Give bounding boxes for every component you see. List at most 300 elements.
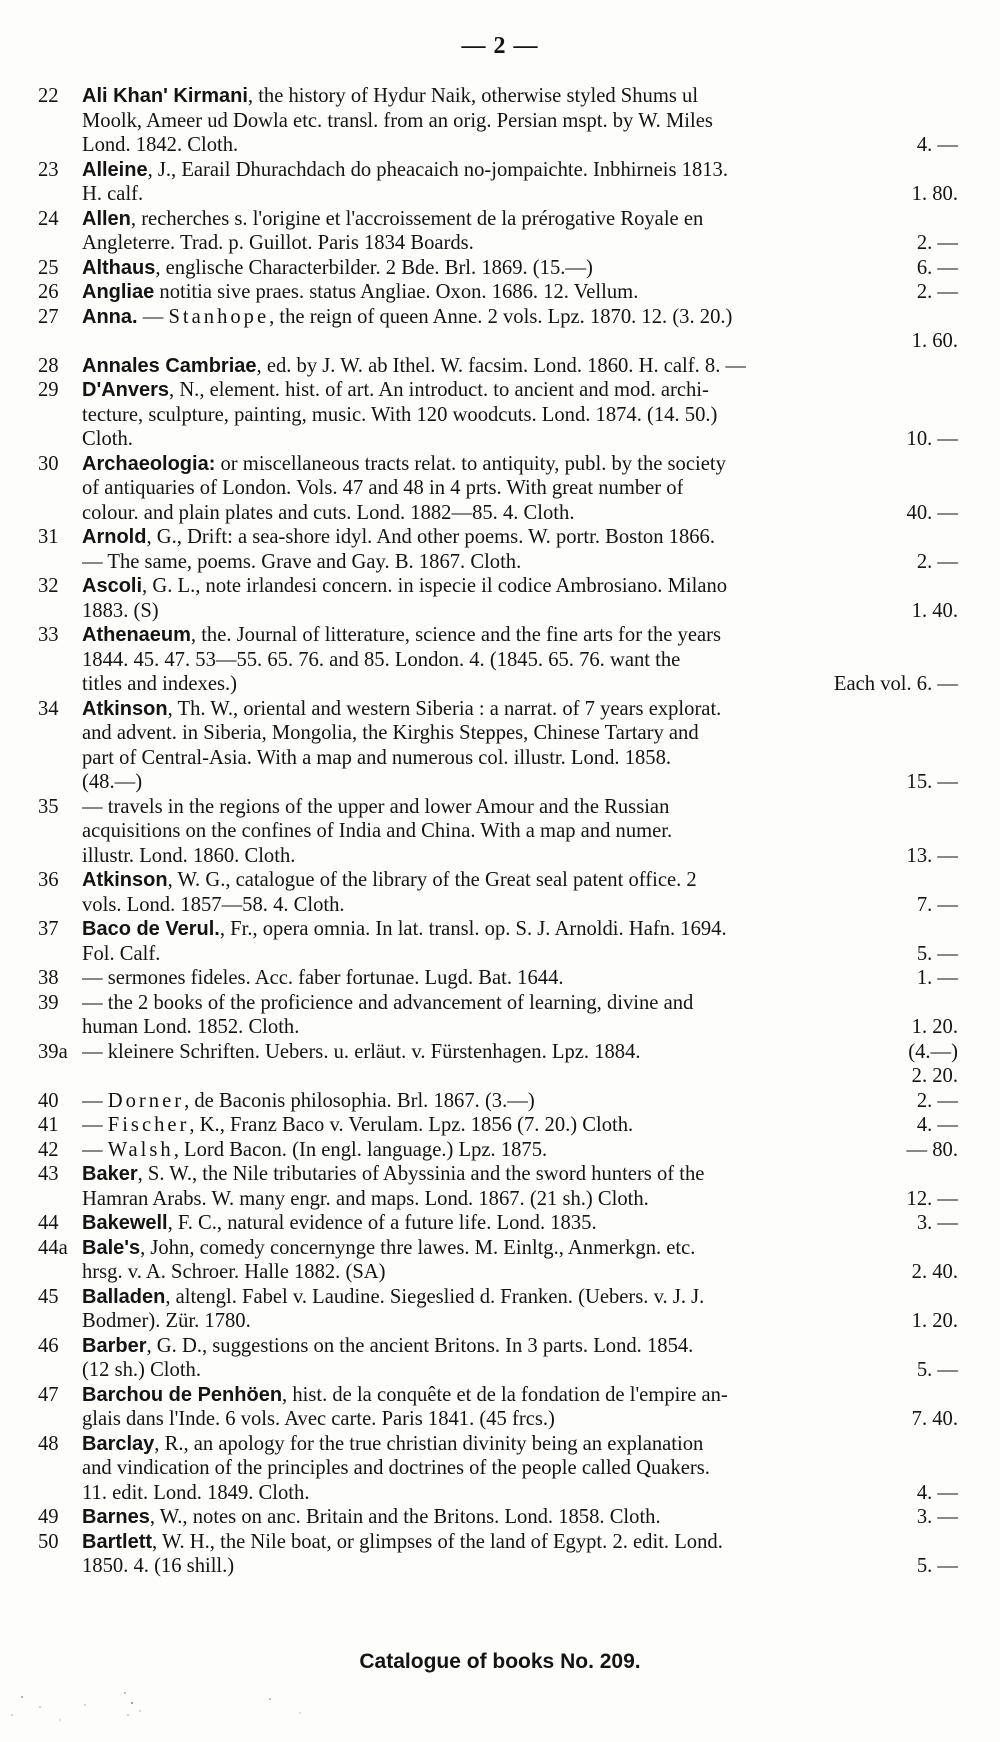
entry-text-segment: , englische Characterbilder. 2 Bde. Brl. 1869. (15.—)	[155, 256, 593, 279]
entry-keyword: Barchou de Penhöen	[82, 1383, 283, 1406]
entry-author-spaced: Fischer	[107, 1114, 190, 1136]
entry-number: 33	[38, 624, 59, 646]
entry-text	[82, 133, 238, 158]
entry-line	[82, 770, 958, 795]
scan-specks-decoration	[0, 1685, 320, 1735]
entry-keyword: Barber	[82, 1334, 147, 1357]
entry-text	[82, 452, 726, 477]
entry-line	[82, 1138, 958, 1163]
entry-price: (4.—)	[908, 1040, 958, 1063]
entry-keyword: Ascoli	[82, 575, 143, 597]
entry-line	[82, 182, 958, 207]
entry-text-segment: , ed. by J. W. ab Ithel. W. facsim. Lond. 1860. H. calf. 8. —	[256, 354, 747, 377]
entry-text-segment: part of Central-Asia. With a map and numerous col. illustr. Lond. 1858.	[82, 746, 672, 769]
entry-price: 1. 80.	[911, 183, 958, 205]
entry-text-segment: titles and indexes.)	[82, 673, 237, 695]
entry-line	[82, 1456, 958, 1481]
entry-text	[82, 599, 159, 624]
entry-text-segment: 11. edit. Lond. 1849. Cloth.	[82, 1481, 310, 1504]
entry-price: 4. —	[916, 134, 958, 156]
entry-line	[82, 819, 958, 844]
entry-line	[82, 1187, 958, 1212]
entry-line	[82, 1089, 958, 1114]
catalogue-entry	[38, 966, 958, 991]
entry-price: 2. 20.	[911, 1065, 958, 1087]
entry-text	[82, 1334, 693, 1359]
catalogue-entry	[38, 1383, 958, 1432]
entry-line	[82, 256, 958, 281]
catalogue-entry	[38, 917, 958, 966]
entry-line	[82, 1358, 958, 1383]
entry-text-segment: glais dans l'Inde. 6 vols. Avec carte. Paris 1841. (45 frcs.)	[82, 1408, 555, 1430]
entry-text-segment: — sermones fideles. Acc. faber fortunae. Lugd. Bat. 1644.	[82, 967, 564, 989]
entry-line	[82, 403, 958, 428]
entry-line	[82, 942, 958, 967]
entry-text-segment: — the 2 books of the proficience and advancement of learning, divine and	[82, 991, 694, 1014]
entry-text	[82, 1554, 234, 1579]
entry-text-segment: , John, comedy concernynge thre lawes. M. Einltg., Anmerkgn. etc.	[140, 1236, 696, 1259]
entry-line	[82, 1481, 958, 1506]
entry-keyword: D'Anvers	[82, 379, 170, 401]
catalogue-entry	[38, 991, 958, 1040]
catalogue-entry	[38, 1285, 958, 1334]
entry-text-segment: tecture, sculpture, painting, music. With 120 woodcuts. Lond. 1874. (14. 50.)	[82, 403, 718, 426]
entry-text-segment: , W. G., catalogue of the library of the Great seal patent office. 2	[167, 869, 697, 891]
entry-text-segment: , S. W., the Nile tributaries of Abyssinia and the sword hunters of the	[137, 1163, 705, 1185]
entry-text	[82, 942, 160, 967]
entry-line	[82, 378, 958, 403]
entry-price: 2. —	[916, 281, 958, 303]
entry-line	[82, 795, 958, 820]
entry-text	[82, 697, 721, 722]
catalogue-entry	[38, 1505, 958, 1530]
entry-text	[82, 672, 237, 697]
catalogue-entry	[38, 305, 958, 354]
entry-number: 26	[38, 281, 59, 303]
entry-number: 47	[38, 1383, 59, 1406]
entry-text	[82, 1530, 723, 1555]
entry-line	[82, 329, 958, 354]
catalogue-entry	[38, 868, 958, 917]
entry-text	[82, 917, 727, 942]
entry-text	[82, 427, 133, 452]
entry-text	[82, 354, 746, 379]
entry-text-segment: , Fr., opera omnia. In lat. transl. op. S. J. Arnoldi. Hafn. 1694.	[219, 918, 727, 940]
entry-number: 32	[38, 575, 59, 597]
entry-price: 5. —	[916, 1555, 958, 1577]
entry-line	[82, 1015, 958, 1040]
entry-price: 10. —	[906, 428, 958, 450]
entry-text-segment: Bodmer). Zür. 1780.	[82, 1310, 251, 1332]
entry-text	[82, 280, 638, 305]
entry-text	[82, 1187, 649, 1212]
entry-price: 7. —	[916, 893, 958, 916]
entry-text	[82, 158, 728, 183]
entry-text-segment: , the history of Hydur Naik, otherwise styled Shums ul	[247, 85, 699, 107]
entry-text-segment: , hist. de la conquête et de la fondation de l'empire an-	[282, 1383, 728, 1406]
entry-line	[82, 868, 958, 893]
catalogue-entry	[38, 1089, 958, 1114]
entry-text-segment: —	[82, 1114, 108, 1136]
entry-line	[82, 672, 958, 697]
entry-line	[82, 1236, 958, 1261]
entry-text-segment: , the. Journal of litterature, science and the fine arts for the years	[190, 624, 721, 646]
entry-text	[82, 574, 727, 599]
entry-price: Each vol. 6. —	[833, 673, 958, 695]
catalogue-entry	[38, 697, 958, 795]
entry-number: 22	[38, 85, 59, 107]
entry-text-segment: , F. C., natural evidence of a future life. Lond. 1835.	[167, 1212, 597, 1234]
entry-keyword: Anna.	[82, 305, 138, 328]
entry-text	[82, 403, 717, 428]
entry-line	[82, 966, 958, 991]
entry-price: 2. —	[916, 550, 958, 573]
entry-price: 12. —	[906, 1187, 958, 1210]
entry-text-segment: human Lond. 1852. Cloth.	[82, 1016, 300, 1038]
entry-text-segment: , J., Earail Dhurachdach do pheacaich no-jompaichte. Inbhirneis 1813.	[147, 158, 729, 181]
entry-text-segment: hrsg. v. A. Schroer. Halle 1882. (SA)	[82, 1261, 386, 1283]
entry-text	[82, 109, 713, 134]
entry-keyword: Annales Cambriae	[82, 354, 257, 377]
entry-text	[82, 1505, 661, 1530]
entry-text	[82, 1113, 633, 1138]
entry-line	[82, 844, 958, 869]
entry-keyword: Althaus	[82, 256, 156, 279]
entry-number: 46	[38, 1334, 59, 1357]
catalogue-entry	[38, 1138, 958, 1163]
entry-price: 13. —	[906, 844, 958, 867]
entry-text	[82, 1040, 641, 1065]
entry-text	[82, 182, 143, 207]
entry-price: 1. 20.	[911, 1016, 958, 1038]
entry-price: — 80.	[906, 1138, 958, 1161]
entry-text-segment: , Th. W., oriental and western Siberia : a narrat. of 7 years explorat.	[167, 697, 722, 720]
entry-keyword: Allen	[82, 207, 131, 230]
entry-line	[82, 574, 958, 599]
entry-line	[82, 280, 958, 305]
catalogue-entry	[38, 623, 958, 697]
catalogue-entry	[38, 525, 958, 574]
entry-text-segment: colour. and plain plates and cuts. Lond. 1882—85. 4. Cloth.	[82, 501, 575, 524]
entry-price: 15. —	[906, 771, 958, 793]
entry-text-segment: or miscellaneous tracts relat. to antiquity, publ. by the society	[215, 452, 726, 475]
entry-text-segment: , W. H., the Nile boat, or glimpses of the land of Egypt. 2. edit. Lond.	[152, 1530, 723, 1553]
catalogue-entry	[38, 1236, 958, 1285]
entry-line	[82, 1383, 958, 1408]
entry-keyword: Arnold	[82, 526, 147, 548]
entry-line	[82, 84, 958, 109]
entry-line	[82, 917, 958, 942]
entry-text-segment: —	[137, 305, 169, 328]
catalogue-entry	[38, 1530, 958, 1579]
entry-text-segment: Hamran Arabs. W. many engr. and maps. Lond. 1867. (21 sh.) Cloth.	[82, 1187, 649, 1210]
entry-price: 3. —	[916, 1212, 958, 1234]
entry-line	[82, 1432, 958, 1457]
entry-author-spaced: Dorner	[107, 1089, 185, 1112]
entry-text	[82, 207, 703, 232]
entry-keyword: Atkinson	[82, 869, 168, 891]
entry-text-segment: Moolk, Ameer ud Dowla etc. transl. from an orig. Persian mspt. by W. Miles	[82, 109, 713, 132]
catalogue-entry	[38, 354, 958, 379]
entry-number: 50	[38, 1530, 59, 1553]
catalogue-entry	[38, 378, 958, 452]
entry-text	[82, 819, 672, 844]
catalogue-entry	[38, 256, 958, 281]
entry-text	[82, 746, 671, 771]
catalogue-entry	[38, 1432, 958, 1506]
entry-number: 30	[38, 452, 59, 475]
entry-text	[82, 501, 574, 526]
entry-author-spaced: Walsh	[107, 1138, 174, 1161]
entry-line	[82, 1505, 958, 1530]
entry-text-segment: (12 sh.) Cloth.	[82, 1359, 201, 1381]
entry-text	[82, 1211, 597, 1236]
entry-text	[82, 991, 693, 1016]
entry-text	[82, 623, 721, 648]
entry-text-segment: , K., Franz Baco v. Verulam. Lpz. 1856 (7. 20.) Cloth.	[189, 1114, 634, 1136]
entry-text-segment: — travels in the regions of the upper and lower Amour and the Russian	[82, 795, 670, 818]
entry-text	[82, 1089, 535, 1114]
entry-text-segment: vols. Lond. 1857—58. 4. Cloth.	[82, 893, 345, 916]
entry-keyword: Balladen	[82, 1285, 166, 1308]
entry-line	[82, 1113, 958, 1138]
entry-text-segment: H. calf.	[82, 183, 144, 205]
entry-line	[82, 207, 958, 232]
entry-text-segment: 1883. (S)	[82, 599, 159, 622]
entry-line	[82, 231, 958, 256]
entry-text-segment: Lond. 1842. Cloth.	[82, 134, 239, 156]
entry-price: 1. 60.	[911, 330, 958, 352]
entry-price: 4. —	[916, 1114, 958, 1136]
entry-price: 1. 40.	[911, 599, 958, 622]
entry-text-segment: , de Baconis philosophia. Brl. 1867. (3.—)	[184, 1089, 535, 1112]
catalogue-entry	[38, 158, 958, 207]
entry-text-segment: and advent. in Siberia, Mongolia, the Kirghis Steppes, Chinese Tartary and	[82, 722, 699, 744]
entry-text-segment: , the reign of queen Anne. 2 vols. Lpz. 1870. 12. (3. 20.)	[269, 305, 733, 328]
entry-keyword: Barclay	[82, 1432, 155, 1455]
entry-line	[82, 158, 958, 183]
entry-text	[82, 1309, 251, 1334]
entry-text	[82, 868, 697, 893]
entry-text	[82, 893, 345, 918]
entry-line	[82, 1407, 958, 1432]
entry-text-segment: notitia sive praes. status Angliae. Oxon. 1686. 12. Vellum.	[154, 281, 639, 303]
entry-text-segment: —	[82, 1138, 108, 1161]
catalogue-entry	[38, 574, 958, 623]
entry-keyword: Bakewell	[82, 1212, 168, 1234]
entry-text-segment: —	[82, 1089, 108, 1112]
entry-line	[82, 648, 958, 673]
entry-number: 36	[38, 869, 59, 891]
entry-line	[82, 550, 958, 575]
entry-list	[38, 84, 958, 1579]
entry-keyword: Ali Khan' Kirmani	[82, 85, 248, 107]
entry-number: 31	[38, 526, 59, 548]
catalogue-entry	[38, 1211, 958, 1236]
entry-text	[82, 966, 564, 991]
entry-text-segment: (48.—)	[82, 771, 143, 793]
entry-text-segment: , G., Drift: a sea-shore idyl. And other poems. W. portr. Boston 1866.	[146, 526, 715, 548]
entry-line	[82, 1260, 958, 1285]
catalogue-entry	[38, 452, 958, 526]
catalogue-entry	[38, 1162, 958, 1211]
entry-author-spaced: Stanhope	[168, 305, 270, 328]
entry-text	[82, 1015, 299, 1040]
entry-number: 28	[38, 354, 59, 377]
entry-line	[82, 893, 958, 918]
catalogue-entry	[38, 1334, 958, 1383]
catalogue-entry	[38, 207, 958, 256]
entry-price: 7. 40.	[911, 1408, 958, 1430]
entry-price: 1. 20.	[911, 1310, 958, 1332]
entry-text-segment: , G. D., suggestions on the ancient Britons. In 3 parts. Lond. 1854.	[146, 1334, 694, 1357]
entry-text	[82, 1138, 547, 1163]
entry-text	[82, 1407, 555, 1432]
entry-text	[82, 256, 593, 281]
entry-number: 39a	[38, 1040, 68, 1063]
catalogue-entry	[38, 84, 958, 158]
entry-number: 41	[38, 1114, 59, 1136]
entry-line	[82, 697, 958, 722]
entry-line	[82, 1040, 958, 1065]
entry-line	[82, 1334, 958, 1359]
entry-line	[82, 599, 958, 624]
entry-line	[82, 452, 958, 477]
entry-number: 44a	[38, 1236, 68, 1259]
entry-line	[82, 1211, 958, 1236]
entry-number: 39	[38, 991, 59, 1014]
entry-keyword: Bartlett	[82, 1530, 153, 1553]
entry-text-segment: , altengl. Fabel v. Laudine. Siegeslied d. Franken. (Uebers. v. J. J.	[165, 1285, 705, 1308]
entry-number: 38	[38, 967, 59, 989]
entry-keyword: Baker	[82, 1163, 138, 1185]
entry-line	[82, 501, 958, 526]
entry-text	[82, 1358, 201, 1383]
entry-text	[82, 1456, 710, 1481]
entry-number: 45	[38, 1285, 59, 1308]
entry-text-segment: acquisitions on the confines of India and China. With a map and numer.	[82, 820, 673, 842]
entry-number: 42	[38, 1138, 59, 1161]
entry-price: 2. —	[916, 232, 958, 254]
entry-text-segment: Fol. Calf.	[82, 942, 161, 965]
entry-text-segment: Angleterre. Trad. p. Guillot. Paris 1834 Boards.	[82, 232, 474, 254]
entry-number: 24	[38, 207, 59, 230]
catalogue-entry	[38, 1040, 958, 1089]
entry-keyword: Angliae	[82, 281, 155, 303]
entry-text	[82, 1285, 704, 1310]
entry-text-segment: and vindication of the principles and doctrines of the people called Quakers.	[82, 1457, 710, 1479]
entry-text-segment: — kleinere Schriften. Uebers. u. erläut. v. Fürstenhagen. Lpz. 1884.	[82, 1040, 641, 1063]
entry-number: 29	[38, 379, 59, 401]
entry-price: 5. —	[916, 1359, 958, 1381]
entry-text	[82, 1260, 386, 1285]
entry-text	[82, 1383, 728, 1408]
entry-line	[82, 305, 958, 330]
entry-number: 34	[38, 697, 59, 720]
entry-text	[82, 550, 521, 575]
entry-number: 35	[38, 795, 59, 818]
entry-price: 40. —	[906, 501, 958, 524]
catalogue-footer: Catalogue of books No. 209.	[359, 1650, 641, 1673]
entry-number: 40	[38, 1089, 59, 1112]
entry-text	[82, 231, 474, 256]
entry-text-segment: , recherches s. l'origine et l'accroissement de la prérogative Royale en	[130, 207, 704, 230]
entry-price: 6. —	[916, 256, 958, 279]
entry-price: 3. —	[916, 1506, 958, 1528]
entry-text-segment: , W., notes on anc. Britain and the Britons. Lond. 1858. Cloth.	[149, 1506, 661, 1528]
entry-text-segment: 1850. 4. (16 shill.)	[82, 1555, 235, 1577]
entry-number: 25	[38, 256, 59, 279]
catalogue-entry	[38, 280, 958, 305]
entry-number: 43	[38, 1163, 59, 1185]
entry-keyword: Archaeologia:	[82, 452, 216, 475]
entry-text-segment: 1844. 45. 47. 53—55. 65. 76. and 85. London. 4. (1845. 65. 76. want the	[82, 648, 681, 671]
entry-text	[82, 844, 295, 869]
entry-text-segment: Cloth.	[82, 428, 133, 450]
entry-price: 2. —	[916, 1089, 958, 1112]
entry-price: 4. —	[916, 1481, 958, 1504]
entry-line	[82, 746, 958, 771]
entry-text	[82, 525, 715, 550]
entry-text	[82, 795, 669, 820]
entry-line	[82, 525, 958, 550]
entry-number: 23	[38, 158, 59, 181]
entry-line	[82, 1530, 958, 1555]
entry-text	[82, 770, 142, 795]
entry-text	[82, 305, 732, 330]
entry-price: 1. —	[916, 967, 958, 989]
entry-price: 2. 40.	[911, 1261, 958, 1283]
entry-text	[82, 1432, 703, 1457]
entry-line	[82, 109, 958, 134]
entry-text-segment: illustr. Lond. 1860. Cloth.	[82, 844, 296, 867]
entry-text-segment: — The same, poems. Grave and Gay. B. 1867. Cloth.	[82, 550, 522, 573]
entry-text	[82, 721, 699, 746]
entry-text-segment: of antiquaries of London. Vols. 47 and 48 in 4 prts. With great number of	[82, 477, 684, 499]
entry-keyword: Alleine	[82, 158, 148, 181]
catalogue-entry	[38, 1113, 958, 1138]
entry-text	[82, 378, 709, 403]
page-number: — 2 —	[461, 33, 539, 59]
entry-line	[82, 1285, 958, 1310]
entry-line	[82, 133, 958, 158]
entry-keyword: Athenaeum	[82, 624, 191, 646]
entry-text-segment: , G. L., note irlandesi concern. in ispecie il codice Ambrosiano. Milano	[142, 575, 728, 597]
entry-line	[82, 427, 958, 452]
entry-line	[82, 1554, 958, 1579]
entry-text	[82, 648, 680, 673]
entry-price: 5. —	[916, 942, 958, 965]
entry-number: 48	[38, 1432, 59, 1455]
entry-number: 37	[38, 918, 59, 940]
entry-line	[82, 721, 958, 746]
entry-keyword: Atkinson	[82, 697, 168, 720]
entry-number: 27	[38, 305, 59, 328]
entry-number: 49	[38, 1506, 59, 1528]
entry-line	[82, 1309, 958, 1334]
entry-number: 44	[38, 1212, 59, 1234]
entry-line	[82, 1162, 958, 1187]
entry-text	[82, 1481, 309, 1506]
entry-keyword: Bale's	[82, 1236, 141, 1259]
entry-line	[82, 1064, 958, 1089]
entry-text	[82, 476, 683, 501]
entry-line	[82, 623, 958, 648]
entry-text-segment: , R., an apology for the true christian divinity being an explanation	[154, 1432, 704, 1455]
entry-text-segment: , Lord Bacon. (In engl. language.) Lpz. 1875.	[173, 1138, 548, 1161]
entry-line	[82, 991, 958, 1016]
entry-keyword: Baco de Verul.	[82, 918, 220, 940]
